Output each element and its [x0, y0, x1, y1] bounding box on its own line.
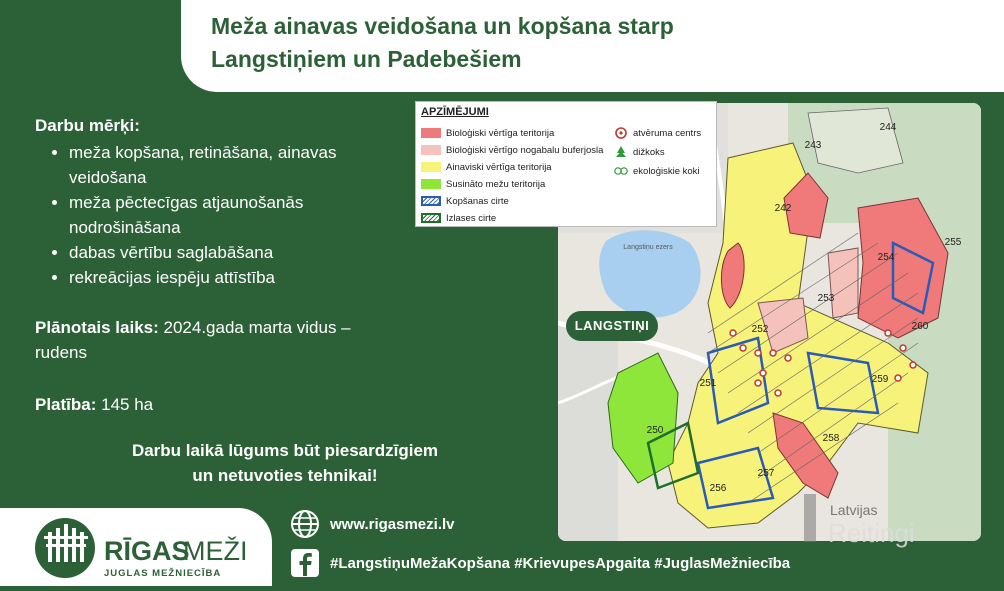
page-title — [211, 10, 771, 76]
stand-number: 253 — [817, 293, 835, 304]
stand-number: 254 — [877, 252, 895, 263]
warning-line-1: Darbu laikā lūgums būt piesardzīgiem — [131, 441, 439, 460]
logo-sub: JUGLAS MEŽNIECĪBA — [104, 568, 222, 579]
rigas-mezi-logo — [0, 508, 272, 586]
logo-brand-right: MEŽI — [183, 536, 248, 566]
goals-section — [35, 113, 385, 290]
title-line-1: Meža ainavas veidošana un kopšana starp — [211, 13, 674, 39]
legend-symbol-label: ekoloģiskie koki — [633, 165, 700, 177]
watermark-name: Latvijas — [830, 502, 878, 518]
stand-number: 256 — [709, 483, 727, 494]
title-line-2: Langstiņiem un Padebešiem — [211, 46, 522, 72]
legend-symbol-item — [614, 164, 700, 178]
lake-label: Langstiņu ezers — [623, 244, 673, 251]
legend-label: Bioloģiski vērtīga teritorija — [446, 127, 555, 139]
stand-number: 258 — [822, 433, 840, 444]
area-value: 145 ha — [96, 395, 154, 414]
safety-warning — [90, 438, 480, 488]
map-legend — [415, 101, 717, 227]
legend-label: Kopšanas cirte — [446, 195, 509, 207]
watermark-logo — [800, 494, 826, 544]
stand-number: 259 — [871, 374, 889, 385]
goal-item: • dabas vērtību saglabāšana — [69, 240, 385, 265]
legend-item — [421, 177, 545, 191]
goals-list — [35, 140, 385, 290]
legend-item — [421, 211, 496, 225]
planned-time — [35, 315, 395, 365]
facebook-icon[interactable] — [290, 548, 320, 578]
stand-number: 260 — [911, 321, 929, 332]
stand-number: 243 — [804, 140, 822, 151]
legend-swatch — [421, 162, 441, 172]
area — [35, 392, 153, 417]
legend-item — [421, 126, 554, 140]
stand-number: 250 — [646, 425, 664, 436]
legend-item — [421, 143, 603, 157]
goal-item: • meža pēctecīgas atjaunošanās nodrošināšana — [69, 190, 385, 240]
legend-label: Izlases cirte — [446, 212, 497, 224]
website-row[interactable] — [290, 509, 455, 539]
hashtag-row — [290, 548, 790, 578]
stand-number: 251 — [699, 378, 717, 389]
warning-line-2: un netuvoties tehnikai! — [192, 466, 378, 485]
place-label: LANGSTIŅI — [566, 311, 658, 341]
legend-swatch — [421, 196, 441, 206]
legend-swatch — [421, 179, 441, 189]
legend-item — [421, 160, 552, 174]
eco-trees-icon — [614, 164, 628, 178]
tree-icon — [614, 145, 628, 159]
legend-title: APZĪMĒJUMI — [421, 106, 489, 118]
stand-number: 255 — [944, 237, 962, 248]
stand-number: 242 — [774, 203, 792, 214]
area-label: Platība: — [35, 395, 97, 414]
watermark — [800, 492, 980, 552]
legend-symbol-item — [614, 145, 665, 159]
goal-item: • meža kopšana, retināšana, ainavas veidošana — [69, 140, 385, 190]
website-link[interactable]: www.rigasmezi.lv — [330, 515, 455, 533]
legend-swatch — [421, 145, 441, 155]
legend-swatch — [421, 128, 441, 138]
logo-brand-left: RĪGAS — [104, 536, 190, 566]
legend-item — [421, 194, 509, 208]
legend-label: Susināto mežu teritorija — [446, 178, 546, 190]
logo-card — [0, 508, 272, 586]
watermark-sub: Reitingi — [828, 518, 915, 548]
stand-number: 257 — [757, 468, 775, 479]
globe-icon — [290, 509, 320, 539]
legend-symbol-label: dižkoks — [633, 146, 665, 158]
legend-swatch — [421, 213, 441, 223]
planned-value: 2024.gada marta vidus – rudens — [35, 318, 351, 362]
hashtags: #LangstiņuMežaKopšana #KrievupesApgaita #JuglasMežniecība — [330, 554, 791, 572]
legend-symbol-item — [614, 126, 701, 140]
goals-heading: Darbu mērķi: — [35, 116, 140, 135]
circle-dot-icon — [614, 126, 628, 140]
stand-number: 244 — [879, 122, 897, 133]
goal-item: • rekreācijas iespēju attīstība — [69, 265, 385, 290]
legend-label: Ainaviski vērtīga teritorija — [446, 161, 552, 173]
planned-label: Plānotais laiks: — [35, 318, 159, 337]
legend-symbol-label: atvēruma centrs — [633, 127, 702, 139]
stand-number: 252 — [751, 324, 769, 335]
legend-label: Bioloģiski vērtīgo nogabalu buferjosla — [446, 144, 604, 156]
